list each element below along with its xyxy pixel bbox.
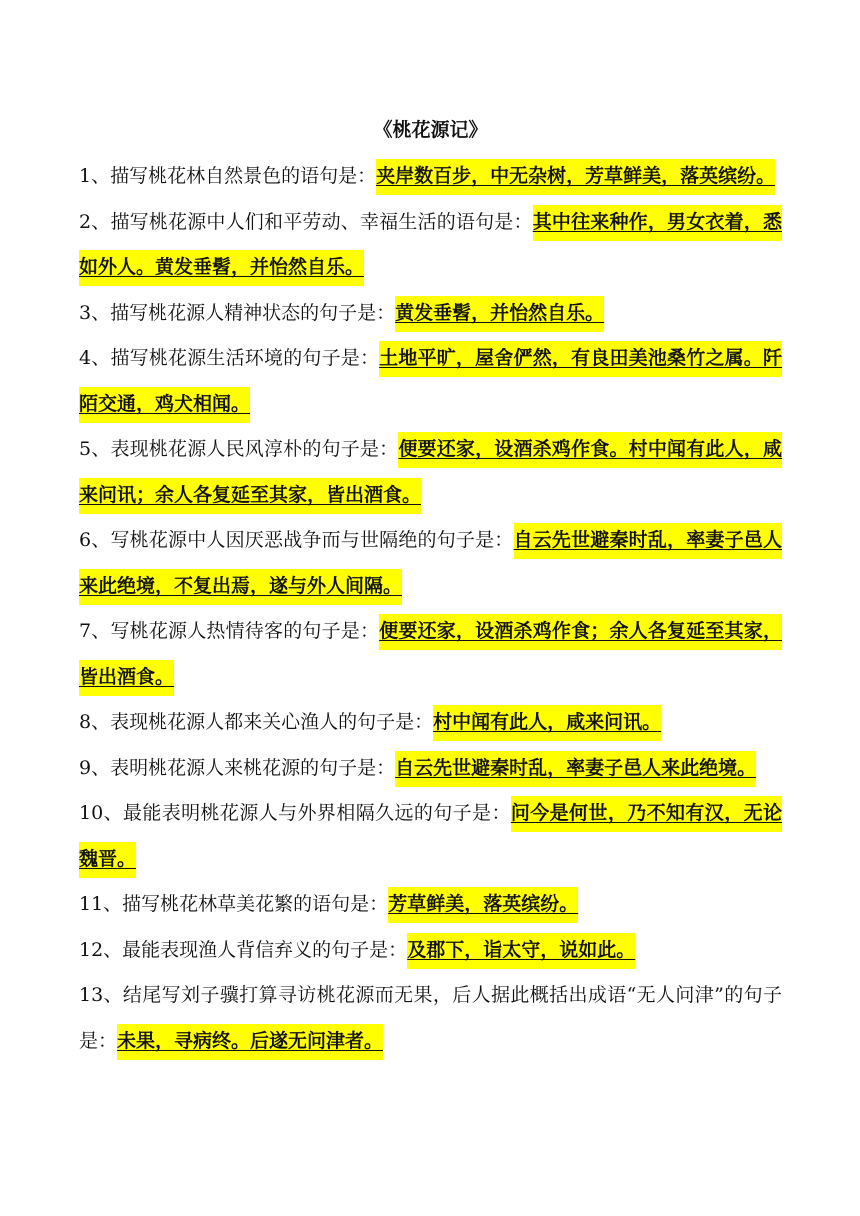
item-prompt: 12、最能表现渔人背信弃义的句子是： [79, 938, 408, 961]
item-prompt: 1、描写桃花林自然景色的语句是： [79, 165, 377, 187]
document-page [79, 110, 782, 1064]
list-item [79, 291, 782, 337]
list-item [79, 336, 782, 427]
item-answer-highlight: 土地平旷，屋舍俨然，有良田美池桑竹之属。阡陌交通，鸡犬相闻。 [79, 341, 782, 423]
item-answer-highlight: 自云先世避秦时乱，率妻子邑人来此绝境，不复出焉，遂与外人间隔。 [79, 523, 782, 605]
list-item [79, 200, 782, 291]
item-prompt: 9、表明桃花源人来桃花源的句子是： [79, 756, 396, 779]
list-item [79, 973, 782, 1064]
item-prompt: 13、结尾写刘子骥打算寻访桃花源而无果，后人据此概括出成语“无人问津”的句子是： [79, 984, 782, 1052]
list-item [79, 746, 782, 792]
item-prompt: 6、写桃花源中人因厌恶战争而与世隔绝的句子是： [79, 529, 514, 551]
list-item [79, 518, 782, 609]
list-item [79, 882, 782, 928]
item-prompt: 4、描写桃花源生活环境的句子是： [79, 347, 380, 369]
item-prompt: 7、写桃花源人热情待客的句子是： [79, 620, 380, 642]
list-item [79, 928, 782, 974]
item-answer-highlight: 未果，寻病终。后遂无问津者。 [117, 1024, 383, 1060]
document-title: 《桃花源记》 [373, 119, 488, 141]
list-item [79, 700, 782, 746]
item-answer-highlight: 自云先世避秦时乱，率妻子邑人来此绝境。 [395, 751, 756, 787]
item-answer-highlight: 夹岸数百步，中无杂树，芳草鲜美，落英缤纷。 [376, 159, 775, 195]
item-answer-highlight: 及郡下，诣太守，说如此。 [407, 933, 635, 969]
item-prompt: 10、最能表明桃花源人与外界相隔久远的句子是： [79, 802, 511, 824]
item-answer-highlight: 便要还家，设酒杀鸡作食；余人各复延至其家，皆出酒食。 [79, 614, 782, 696]
item-prompt: 11、描写桃花林草美花繁的语句是： [79, 893, 389, 915]
list-item [79, 791, 782, 882]
item-answer-highlight: 村中闻有此人，咸来问讯。 [433, 705, 661, 741]
list-item [79, 154, 782, 200]
list-item [79, 427, 782, 518]
question-list [79, 154, 782, 1064]
item-prompt: 3、描写桃花源人精神状态的句子是： [79, 301, 396, 324]
item-answer-highlight: 便要还家，设酒杀鸡作食。村中闻有此人，咸来问讯；余人各复延至其家，皆出酒食。 [79, 432, 782, 514]
item-answer-highlight: 其中往来种作，男女衣着，悉如外人。黄发垂髫，并怡然自乐。 [79, 205, 782, 287]
item-prompt: 8、表现桃花源人都来关心渔人的句子是： [79, 711, 434, 733]
item-prompt: 2、描写桃花源中人们和平劳动、幸福生活的语句是： [79, 210, 533, 233]
item-answer-highlight: 问今是何世，乃不知有汉，无论魏晋。 [79, 796, 782, 878]
item-answer-highlight: 黄发垂髫，并怡然自乐。 [395, 296, 604, 332]
item-answer-highlight: 芳草鲜美，落英缤纷。 [388, 887, 578, 923]
item-prompt: 5、表现桃花源人民风淳朴的句子是： [79, 438, 399, 460]
list-item [79, 609, 782, 700]
